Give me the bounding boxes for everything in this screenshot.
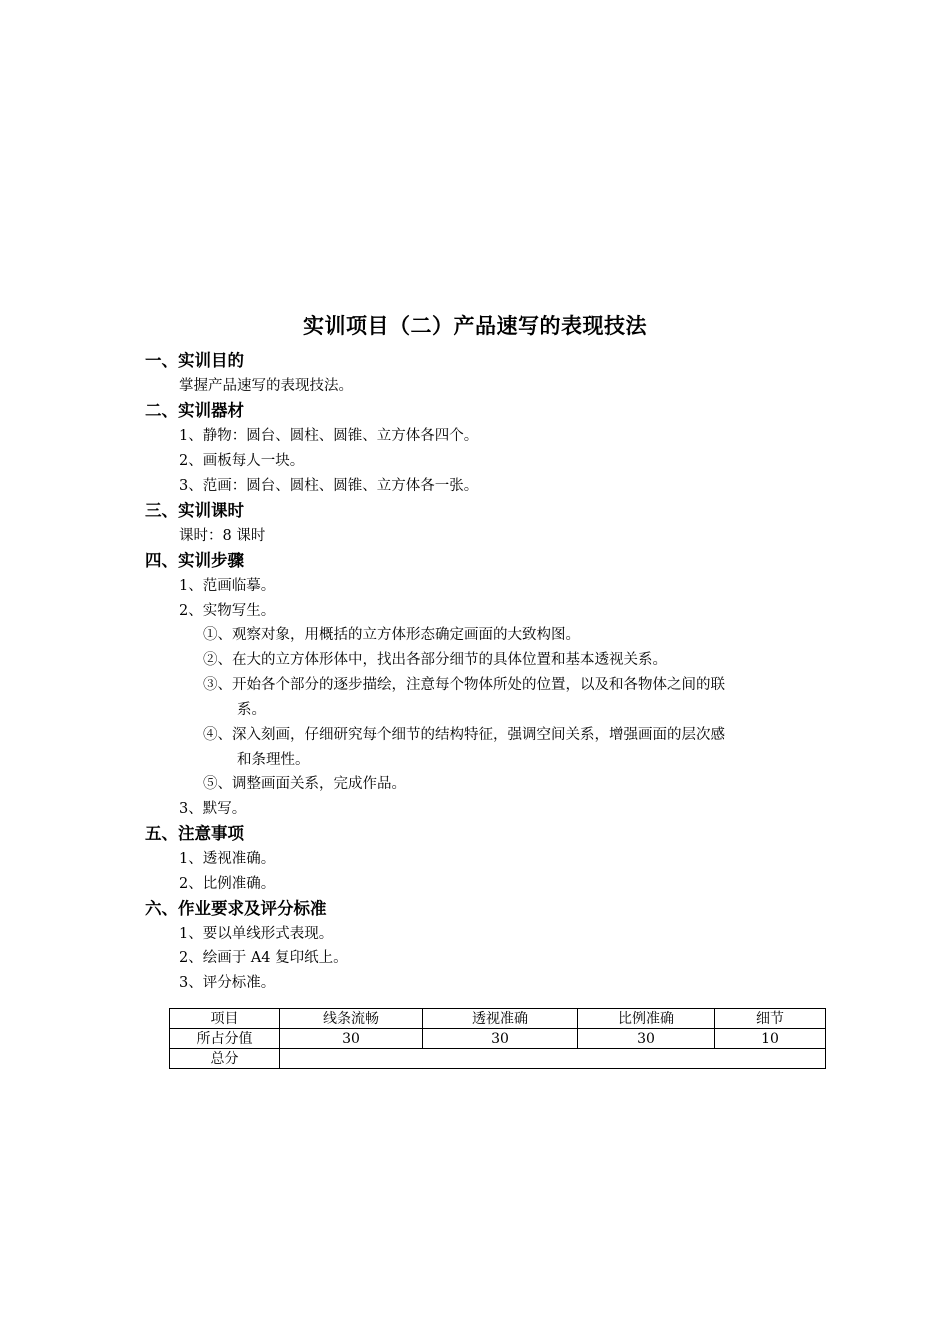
step-2: ②、在大的立方体形体中，找出各部分细节的具体位置和基本透视关系。: [203, 652, 667, 668]
section-heading-4: 四、实训步骤: [145, 551, 244, 570]
table-header-cell: 项目: [170, 1009, 280, 1029]
table-cell: 30: [578, 1029, 715, 1049]
table-row: [170, 1029, 826, 1049]
step-3: ③、开始各个部分的逐步描绘，注意每个物体所处的位置，以及和各物体之间的联: [203, 677, 725, 693]
step-4-continued: 和条理性。: [237, 752, 310, 768]
step-1: ①、观察对象，用概括的立方体形态确定画面的大致构图。: [203, 627, 580, 643]
table-cell: 30: [280, 1029, 423, 1049]
section-2-line-3: 3、范画：圆台、圆柱、圆锥、立方体各一张。: [179, 478, 479, 494]
table-total-row: [170, 1049, 826, 1069]
section-heading-2: 二、实训器材: [145, 401, 244, 420]
section-heading-6: 六、作业要求及评分标准: [145, 899, 327, 918]
table-header-cell: 线条流畅: [280, 1009, 423, 1029]
total-label-cell: 总分: [170, 1049, 280, 1069]
table-header-cell: 细节: [715, 1009, 826, 1029]
section-2-line-1: 1、静物：圆台、圆柱、圆锥、立方体各四个。: [179, 428, 479, 444]
section-6-line-3: 3、评分标准。: [179, 975, 276, 991]
table-cell: 30: [423, 1029, 578, 1049]
section-3-line-1: 课时：8 课时: [179, 528, 266, 544]
section-heading-1: 一、实训目的: [145, 351, 244, 370]
section-5-line-1: 1、透视准确。: [179, 851, 276, 867]
step-5: ⑤、调整画面关系，完成作品。: [203, 776, 406, 792]
section-heading-5: 五、注意事项: [145, 824, 244, 843]
section-4-line-3: 3、默写。: [179, 801, 247, 817]
table-cell: 10: [715, 1029, 826, 1049]
table-header-row: [170, 1009, 826, 1029]
section-6-line-1: 1、要以单线形式表现。: [179, 926, 334, 942]
section-2-line-2: 2、画板每人一块。: [179, 453, 305, 469]
step-3-continued: 系。: [237, 702, 266, 718]
table-header-cell: 比例准确: [578, 1009, 715, 1029]
total-value-cell: [280, 1049, 826, 1069]
section-4-line-2: 2、实物写生。: [179, 603, 276, 619]
section-heading-3: 三、实训课时: [145, 501, 244, 520]
section-1-line-1: 掌握产品速写的表现技法。: [179, 378, 353, 394]
section-6-line-2: 2、绘画于 A4 复印纸上。: [179, 950, 348, 966]
section-5-line-2: 2、比例准确。: [179, 876, 276, 892]
page-title: 实训项目（二）产品速写的表现技法: [303, 314, 647, 338]
score-table: [169, 1008, 826, 1069]
step-4: ④、深入刻画，仔细研究每个细节的结构特征，强调空间关系，增强画面的层次感: [203, 727, 725, 743]
table-cell: 所占分值: [170, 1029, 280, 1049]
table-header-cell: 透视准确: [423, 1009, 578, 1029]
section-4-line-1: 1、范画临摹。: [179, 578, 276, 594]
